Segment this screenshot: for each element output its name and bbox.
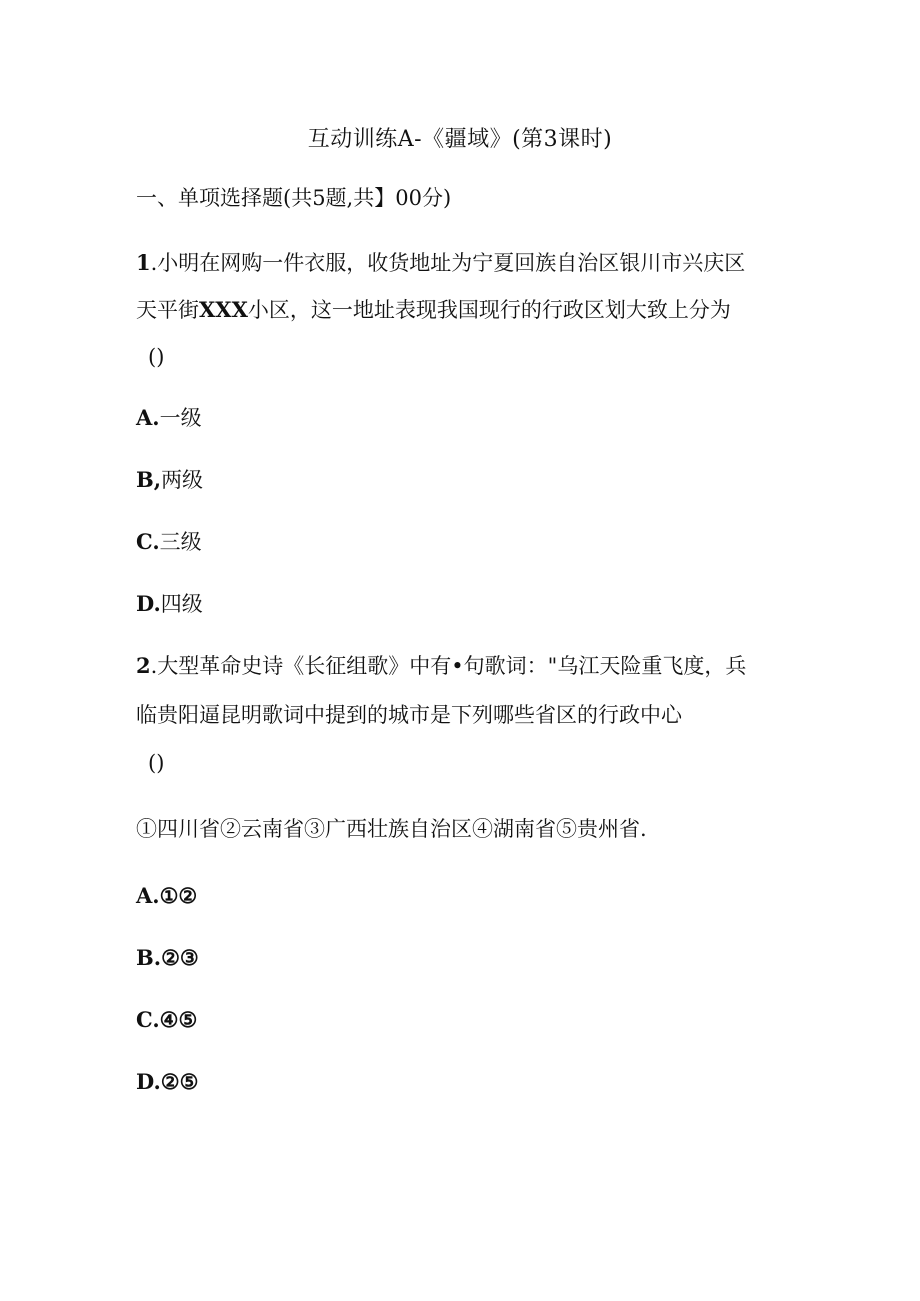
option-text: ①②	[159, 883, 198, 908]
question-1-answer-paren: ()	[148, 345, 165, 369]
question-1-stem-text-1: .小明在网购一件衣服，收货地址为宁夏回族自治区银川市兴庆区	[150, 251, 746, 275]
question-1-option-d[interactable]	[136, 589, 203, 619]
question-1-stem-text-2a: 天平街	[136, 298, 199, 322]
option-letter: D.	[136, 591, 161, 616]
question-1-stem-line-1	[136, 248, 745, 278]
option-text: 一级	[159, 406, 202, 430]
question-2-option-b[interactable]	[136, 943, 199, 973]
question-2-stem-line-2: 临贵阳逼昆明歌词中提到的城市是下列哪些省区的行政中心	[136, 703, 682, 727]
option-letter: A.	[136, 405, 160, 430]
question-2-option-a[interactable]	[136, 881, 197, 911]
option-text: 四级	[160, 592, 203, 616]
option-text: ④⑤	[159, 1007, 198, 1032]
option-text: ②⑤	[160, 1069, 199, 1094]
question-1-option-a[interactable]	[136, 403, 202, 433]
question-1-stem-text-2b: 小区，这一地址表现我国现行的行政区划大致上分为	[247, 298, 731, 322]
option-text: ②③	[161, 945, 199, 970]
question-2-answer-paren: ()	[148, 751, 165, 775]
section-heading: 一、单项选择题(共5题,共】00分)	[136, 186, 452, 210]
question-1-stem-line-2	[136, 295, 731, 325]
question-1-stem-placeholder: XXX	[199, 297, 248, 322]
question-2-option-c[interactable]	[136, 1005, 197, 1035]
question-2-number: 2	[136, 653, 151, 678]
option-letter: B,	[136, 467, 162, 492]
option-text: 三级	[159, 530, 202, 554]
option-letter: C.	[136, 529, 160, 554]
option-letter: D.	[136, 1069, 161, 1094]
question-2-stem-line-1	[136, 651, 746, 681]
question-1-option-b[interactable]	[136, 465, 203, 495]
option-text: 两级	[161, 468, 204, 492]
question-1-option-c[interactable]	[136, 527, 202, 557]
document-title: 互动训练A-《疆域》(第3课时)	[307, 127, 613, 152]
option-letter: A.	[136, 883, 160, 908]
question-1-number: 1	[136, 250, 151, 275]
question-2-option-d[interactable]	[136, 1067, 198, 1097]
question-2-stem-text-1: .大型革命史诗《长征组歌》中有•句歌词："乌江天险重飞度，兵	[150, 654, 747, 678]
question-2-choices: ①四川省②云南省③广西壮族自治区④湖南省⑤贵州省.	[136, 817, 647, 841]
option-letter: B.	[136, 945, 162, 970]
option-letter: C.	[136, 1007, 160, 1032]
